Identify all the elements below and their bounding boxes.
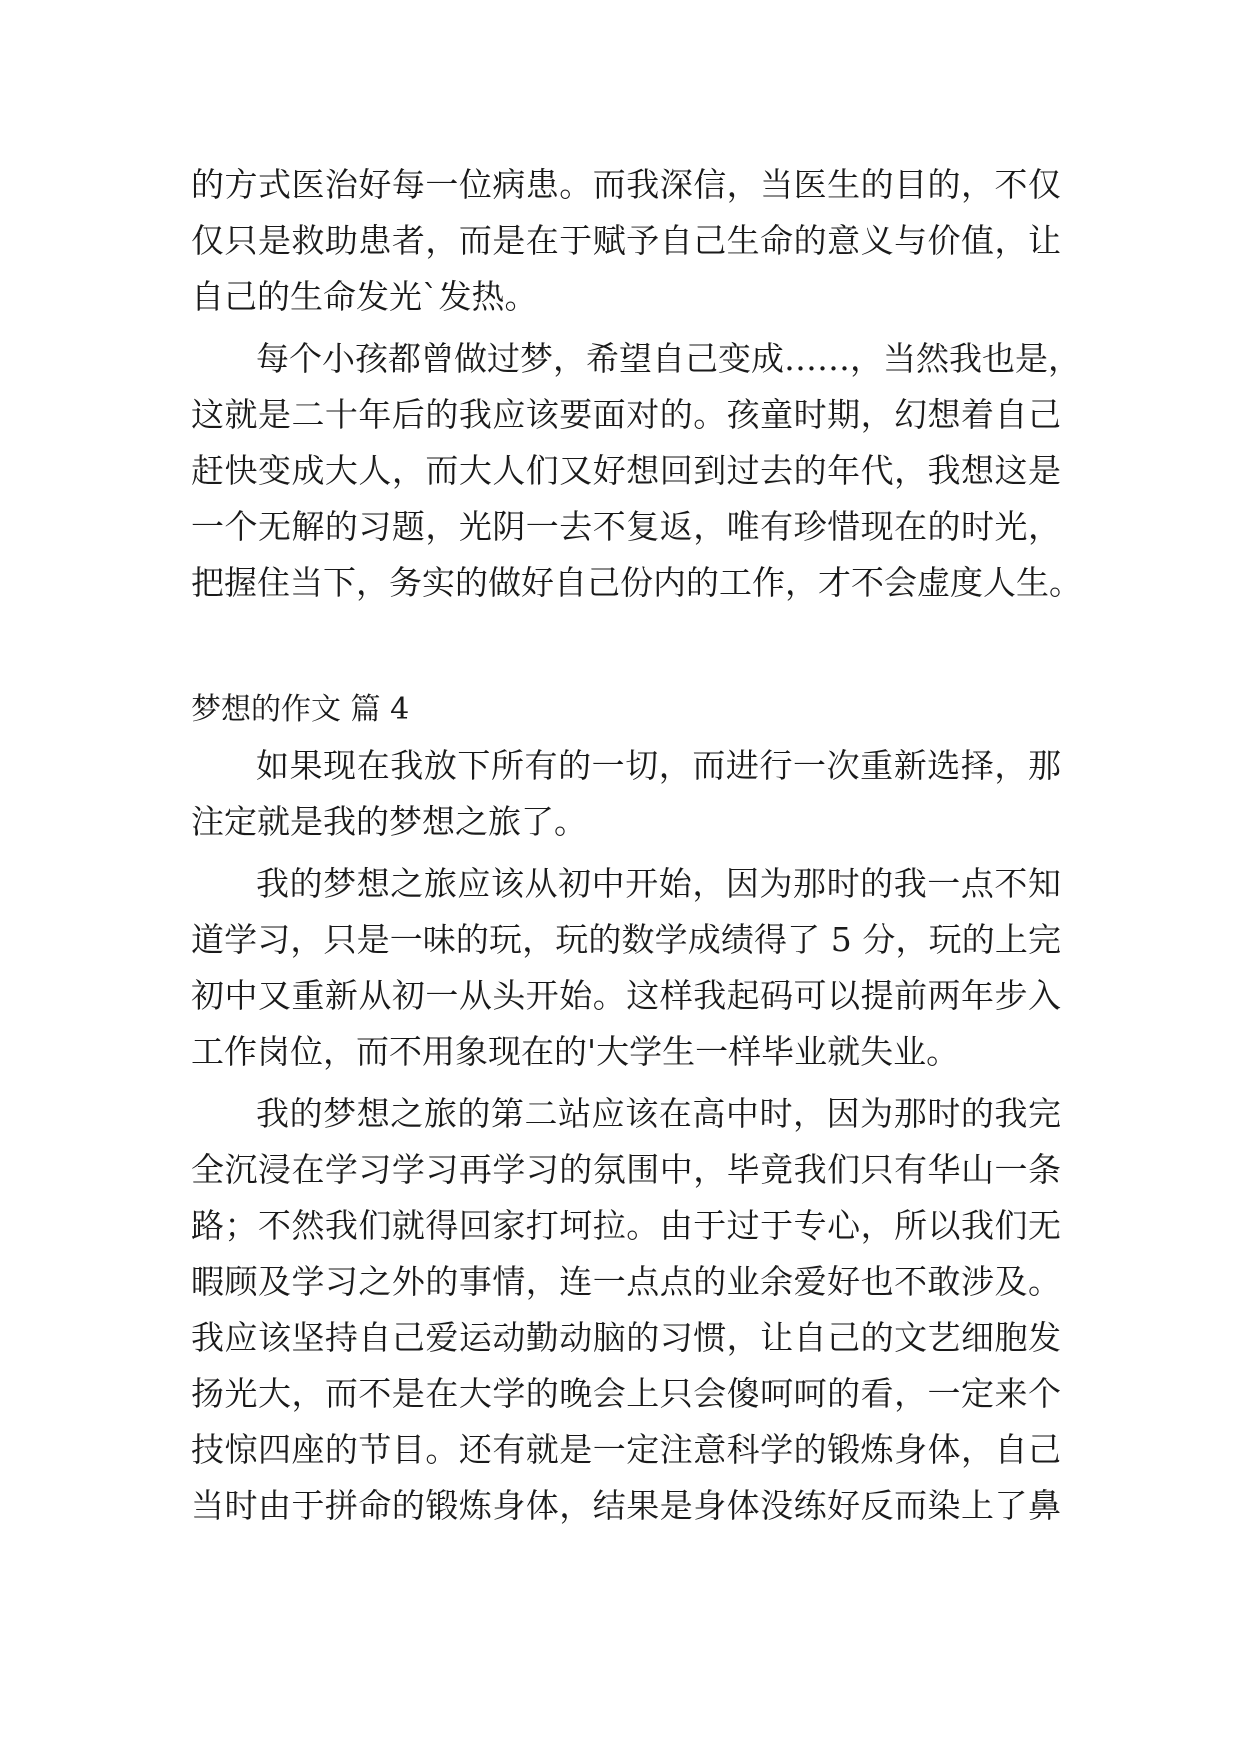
paragraph-line: 我的梦想之旅应该从初中开始，因为那时的我一点不知 xyxy=(256,864,1061,903)
paragraph-line: 技惊四座的节目。还有就是一定注意科学的锻炼身体，自己 xyxy=(191,1430,1061,1469)
paragraph-line: 初中又重新从初一从头开始。这样我起码可以提前两年步入 xyxy=(191,976,1061,1015)
paragraph-line: 我的梦想之旅的第二站应该在高中时，因为那时的我完 xyxy=(256,1094,1061,1133)
paragraph-line: 赶快变成大人，而大人们又好想回到过去的年代，我想这是 xyxy=(191,451,1061,490)
paragraph-line: 扬光大，而不是在大学的晚会上只会傻呵呵的看，一定来个 xyxy=(191,1374,1061,1413)
paragraph-line: 道学习，只是一味的玩，玩的数学成绩得了 5 分，玩的上完 xyxy=(191,920,1061,959)
paragraph-line: 注定就是我的梦想之旅了。 xyxy=(191,802,587,841)
paragraph-line: 全沉浸在学习学习再学习的氛围中，毕竟我们只有华山一条 xyxy=(191,1150,1061,1189)
section-heading: 梦想的作文 篇 4 xyxy=(191,692,410,727)
paragraph-line: 我应该坚持自己爱运动勤动脑的习惯，让自己的文艺细胞发 xyxy=(191,1318,1061,1357)
paragraph-line: 自己的生命发光`发热。 xyxy=(191,277,538,316)
paragraph-line: 的方式医治好每一位病患。而我深信，当医生的目的，不仅 xyxy=(191,165,1061,204)
paragraph-line: 路；不然我们就得回家打坷拉。由于过于专心，所以我们无 xyxy=(191,1206,1061,1245)
paragraph-line: 把握住当下，务实的做好自己份内的工作，才不会虚度人生。 xyxy=(191,563,1082,602)
paragraph-line: 这就是二十年后的我应该要面对的。孩童时期，幻想着自己 xyxy=(191,395,1061,434)
paragraph-line: 仅只是救助患者，而是在于赋予自己生命的意义与价值，让 xyxy=(191,221,1061,260)
paragraph-line: 工作岗位，而不用象现在的'大学生一样毕业就失业。 xyxy=(191,1032,960,1071)
paragraph-line: 每个小孩都曾做过梦，希望自己变成……，当然我也是， xyxy=(256,339,1081,378)
paragraph-line: 一个无解的习题，光阴一去不复返，唯有珍惜现在的时光， xyxy=(191,507,1061,546)
paragraph-line: 暇顾及学习之外的事情，连一点点的业余爱好也不敢涉及。 xyxy=(191,1262,1061,1301)
paragraph-line: 当时由于拼命的锻炼身体，结果是身体没练好反而染上了鼻 xyxy=(191,1486,1061,1525)
paragraph-line: 如果现在我放下所有的一切，而进行一次重新选择，那 xyxy=(256,746,1061,785)
